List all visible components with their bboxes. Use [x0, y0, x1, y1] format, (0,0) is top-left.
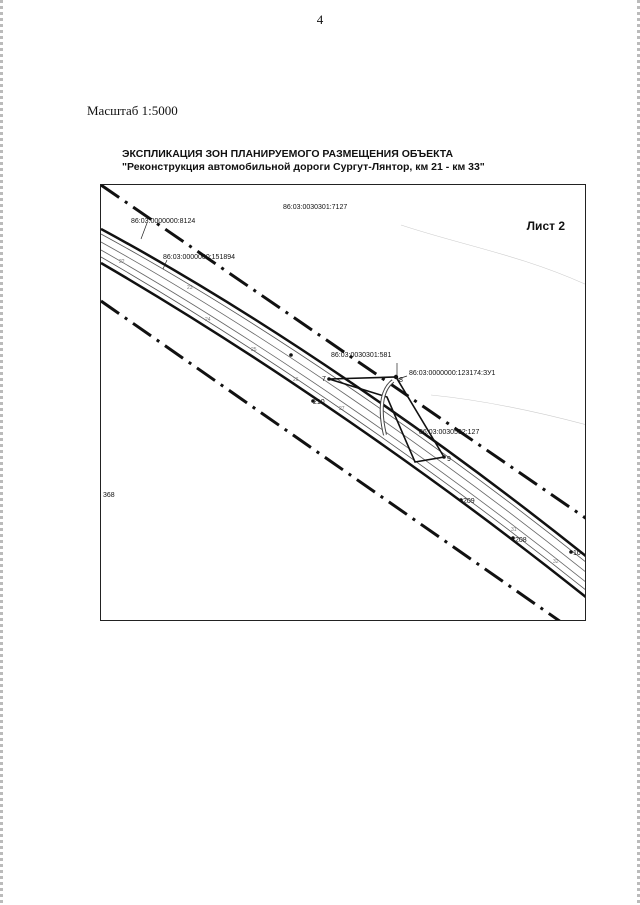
svg-text:24: 24	[205, 317, 211, 323]
point-label-7: 7	[322, 376, 326, 383]
scale-label: Масштаб 1:5000	[87, 103, 178, 118]
svg-text:31: 31	[511, 527, 517, 533]
svg-text:27: 27	[339, 406, 345, 412]
sheet-label: Лист 2	[526, 219, 565, 233]
zone-boundary-lower	[101, 301, 561, 621]
terrain-contour	[431, 395, 586, 425]
road-line	[101, 234, 586, 563]
parcel-label-8124: 86:03:0000000:8124	[131, 218, 196, 225]
point-label-208: 208	[515, 537, 527, 544]
title-line-1: ЭКСПЛИКАЦИЯ ЗОН ПЛАНИРУЕМОГО РАЗМЕЩЕНИЯ ОБЪЕКТА	[122, 148, 454, 160]
terrain-contour	[401, 225, 586, 285]
svg-text:32: 32	[553, 559, 559, 565]
scan-edge-left	[0, 0, 3, 905]
road-chainage-marks	[119, 259, 559, 565]
svg-text:25: 25	[251, 347, 257, 353]
point-label-10: 10	[573, 550, 581, 557]
survey-points	[289, 353, 573, 554]
title-line-2: "Реконструкция автомобильной дороги Сургут-Лянтор, км 21 - км 33"	[122, 161, 485, 173]
point-label-210: 210	[313, 399, 325, 406]
parcel-label-7127: 86:03:0030301:7127	[283, 204, 348, 211]
parcel-label-581: 86:03:0030301:581	[331, 352, 392, 359]
point-label-368: 368	[103, 492, 115, 499]
parcel-label-151894: 86:03:0000000:151894	[163, 254, 236, 261]
svg-text:26: 26	[293, 377, 299, 383]
map-frame	[100, 184, 586, 621]
svg-text:23: 23	[187, 285, 193, 291]
point-label-8: 8	[399, 377, 403, 384]
page-number: 4	[316, 12, 324, 27]
point-label-209: 209	[463, 498, 475, 505]
road-corridor	[101, 229, 586, 598]
parcel-label-zu1: 86:03:0000000:123174:ЗУ1	[409, 370, 496, 377]
svg-text:22: 22	[119, 259, 125, 265]
parcel-label-127: 86:03:0030502:127	[419, 429, 480, 436]
point-label-9: 9	[447, 456, 451, 463]
road-edge-lower	[101, 263, 586, 598]
map-canvas	[101, 185, 586, 621]
document-title	[122, 148, 485, 174]
